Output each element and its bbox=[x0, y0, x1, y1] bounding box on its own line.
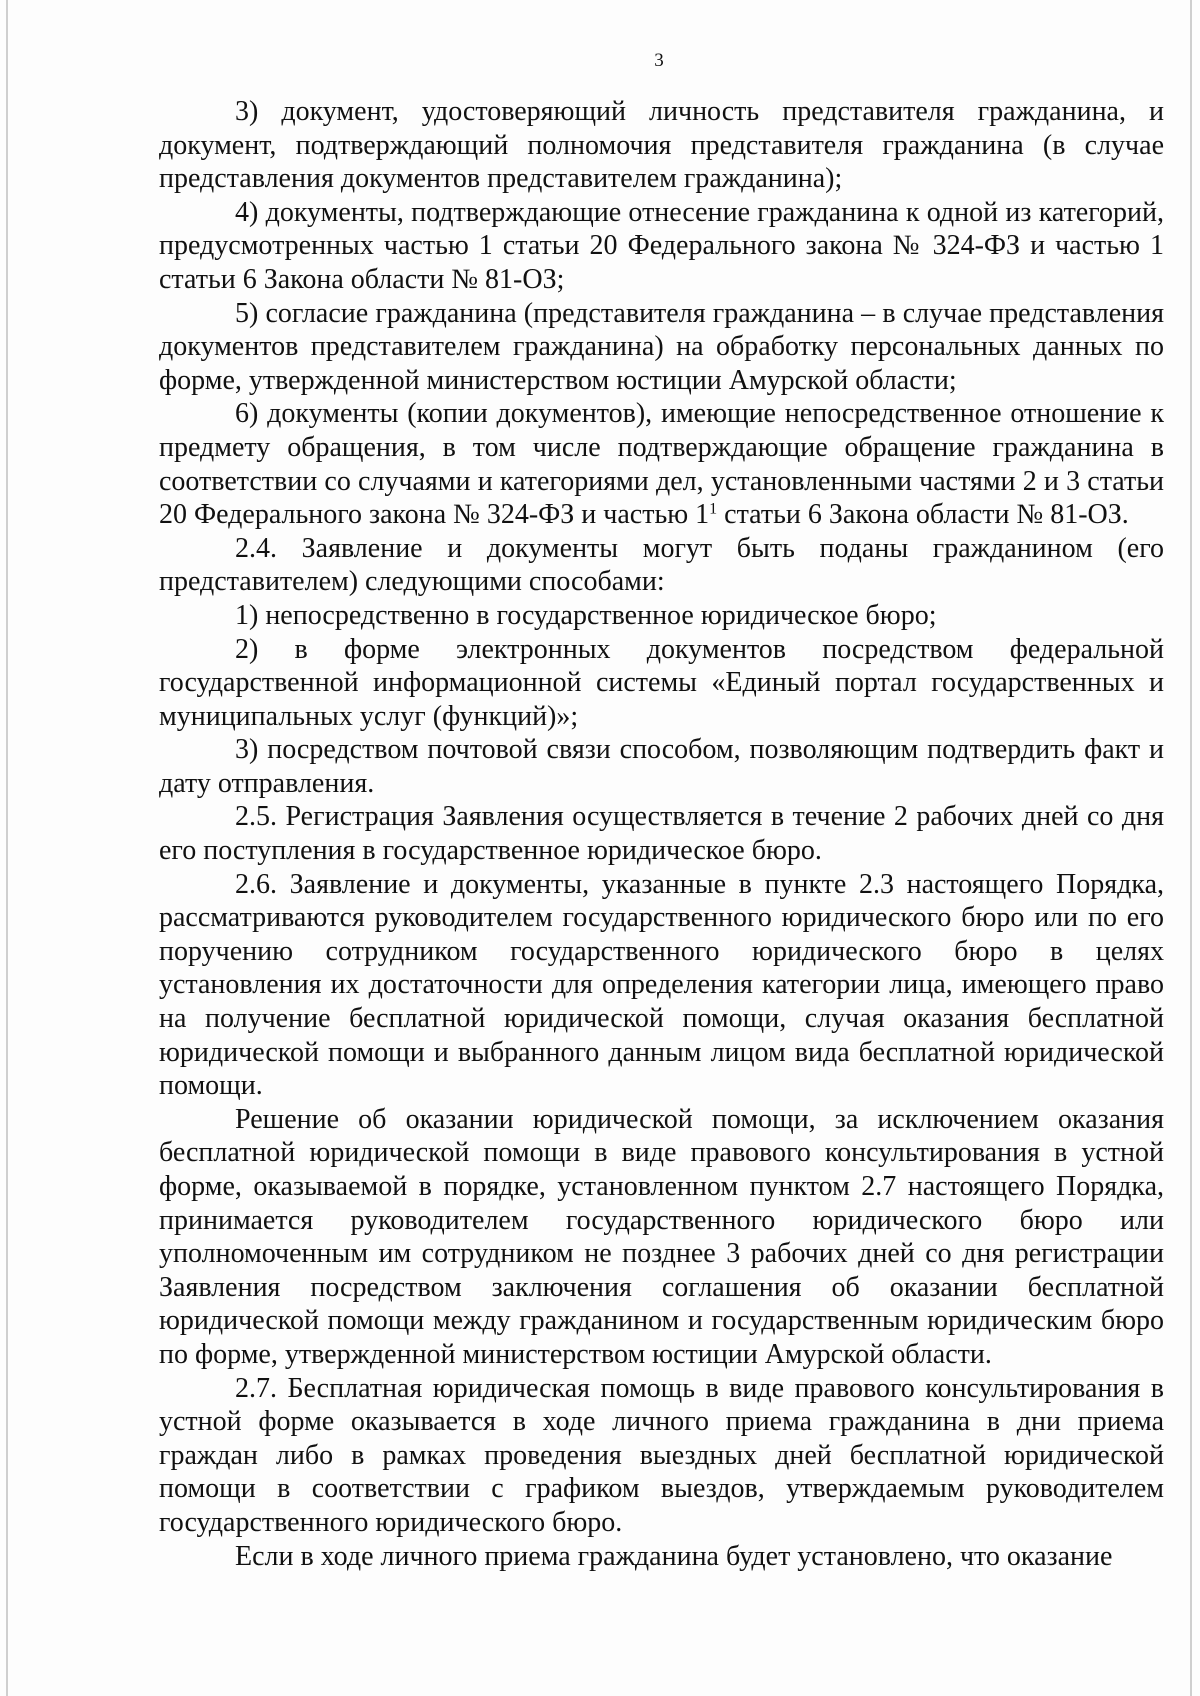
paragraph-item-6-tail: статьи 6 Закона области № 81-ОЗ. bbox=[717, 499, 1129, 531]
paragraph-2-4-item-1: 1) непосредственно в государственное юридическое бюро; bbox=[235, 599, 937, 631]
paragraph-2-6-decision: Решение об оказании юридической помощи, за исключением оказания бесплатной юридической помощи в виде правового консультирования в устной форме, оказываемой в порядке, установленном пунктом 2.7 настоящего Порядка, принимается руководителем государственного юридического бюро или уполномоченным им сотрудником не позднее 3 рабочих дней со дня регистрации Заявления посредством заключения соглашения об оказании бесплатной юридической помощи между гражданином и государственным юридическим бюро по форме, утвержденной министерством юстиции Амурской области. bbox=[159, 1103, 1164, 1370]
paragraph-item-6-text: 6) документы (копии документов), имеющие непосредственное отношение к предмету обращения, в том числе подтверждающие обращение гражданина в соответствии со случаями и категориями дел, установленными частями 2 и 3 статьи 20 Федерального закона № 324-ФЗ и частью 1 bbox=[159, 398, 1164, 531]
paragraph-2-7-continuation: Если в ходе личного приема гражданина будет установлено, что оказание bbox=[235, 1540, 1113, 1572]
paragraph-item-4: 4) документы, подтверждающие отнесение гражданина к одной из категорий, предусмотренных частью 1 статьи 20 Федерального закона № 324-ФЗ и частью 1 статьи 6 Закона области № 81-ОЗ; bbox=[159, 196, 1164, 295]
paragraph-2-4-item-3: 3) посредством почтовой связи способом, позволяющим подтвердить факт и дату отправления. bbox=[159, 734, 1164, 799]
scan-edge-left bbox=[6, 0, 8, 1696]
paragraph-item-5: 5) согласие гражданина (представителя гражданина – в случае представления документов представителем гражданина) на обработку персональных данных по форме, утвержденной министерством юстиции Амурской области; bbox=[159, 297, 1164, 396]
document-body bbox=[159, 95, 1164, 1573]
paragraph-2-7: 2.7. Бесплатная юридическая помощь в виде правового консультирования в устной форме оказывается в ходе личного приема гражданина в дни приема граждан либо в рамках проведения выездных дней бесплатной юридической помощи в соответствии с графиком выездов, утверждаемым руководителем государственного юридического бюро. bbox=[159, 1372, 1164, 1538]
scan-edge-right bbox=[1190, 0, 1192, 1696]
paragraph-item-6 bbox=[159, 397, 1164, 531]
paragraph-2-5: 2.5. Регистрация Заявления осуществляется в течение 2 рабочих дней со дня его поступления в государственное юридическое бюро. bbox=[159, 801, 1164, 867]
paragraph-2-6: 2.6. Заявление и документы, указанные в пункте 2.3 настоящего Порядка, рассматриваются руководителем государственного юридического бюро или по его поручению сотрудником государственного юридического бюро в целях установления их достаточности для определения категории лица, имеющего право на получение бесплатной юридической помощи, случая оказания бесплатной юридической помощи и выбранного данным лицом вида бесплатной юридической помощи. bbox=[159, 868, 1164, 1102]
paragraph-2-4-item-2: 2) в форме электронных документов посредством федеральной государственной информационной системы «Единый портал государственных и муниципальных услуг (функций)»; bbox=[159, 633, 1164, 732]
superscript-1: 1 bbox=[709, 500, 718, 518]
page-number: 3 bbox=[654, 50, 664, 71]
paragraph-item-3: 3) документ, удостоверяющий личность представителя гражданина, и документ, подтверждающий полномочия представителя гражданина (в случае представления документов представителем гражданина); bbox=[159, 96, 1164, 195]
paragraph-2-4: 2.4. Заявление и документы могут быть поданы гражданином (его представителем) следующими способами: bbox=[159, 532, 1164, 598]
